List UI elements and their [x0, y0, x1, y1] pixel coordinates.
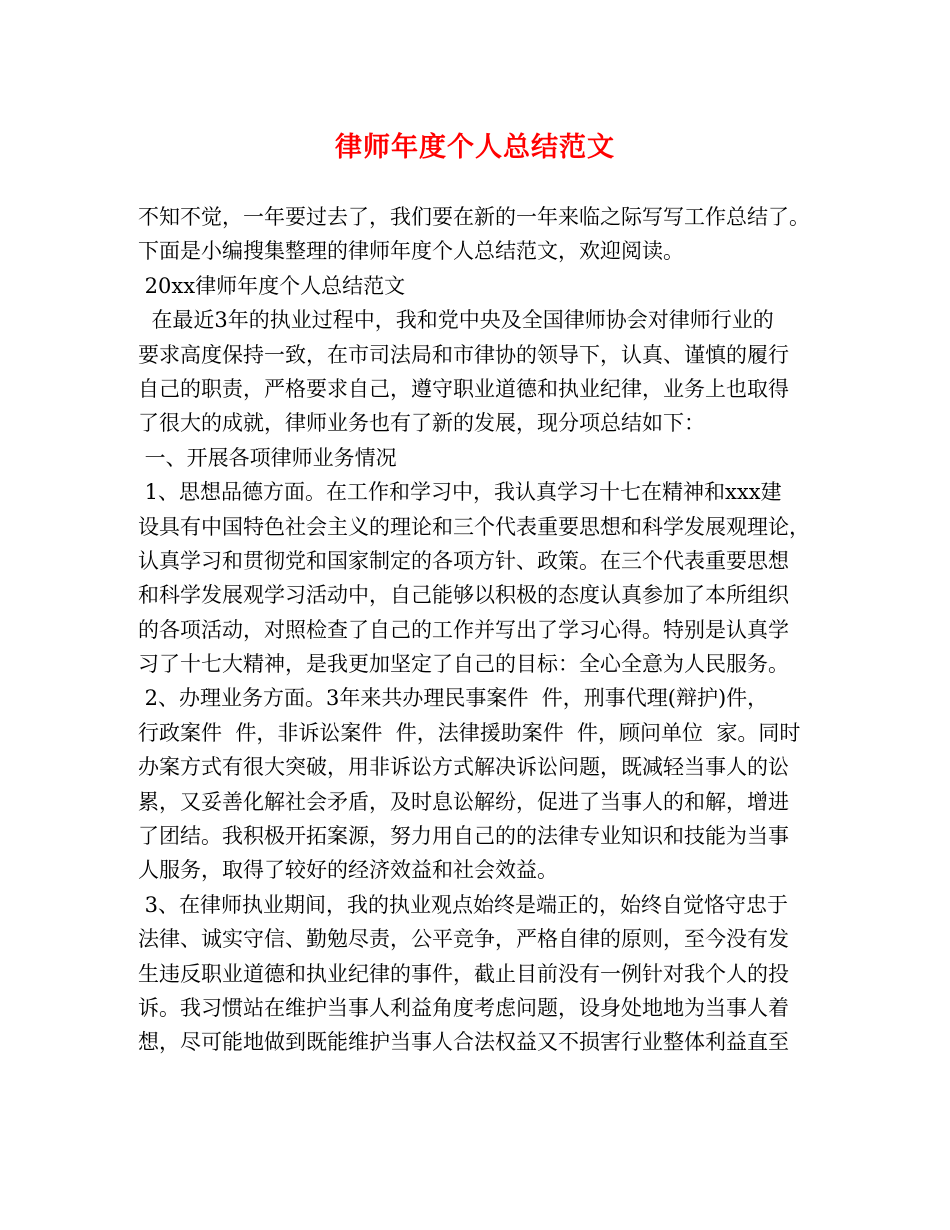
- body-line: 人服务，取得了较好的经济效益和社会效益。: [138, 858, 558, 883]
- body-line: 生违反职业道德和执业纪律的事件，截止目前没有一例针对我个人的投: [138, 961, 789, 986]
- body-line: 20xx律师年度个人总结范文: [138, 273, 406, 298]
- section-heading: 一、开展各项律师业务情况: [138, 445, 397, 470]
- body-line: 行政案件 件，非诉讼案件 件，法律援助案件 件，顾问单位 家。同时: [138, 720, 801, 745]
- body-line: 诉。我习惯站在维护当事人利益角度考虑问题，设身处地地为当事人着: [138, 995, 789, 1020]
- body-line: 设具有中国特色社会主义的理论和三个代表重要思想和科学发展观理论，: [138, 514, 810, 539]
- body-line: 1、思想品德方面。在工作和学习中，我认真学习十七在精神和xxx建: [138, 480, 782, 505]
- document-body: [138, 200, 828, 1060]
- body-line: 了团结。我积极开拓案源，努力用自己的的法律专业知识和技能为当事: [138, 824, 789, 849]
- body-line: 累，又妥善化解社会矛盾，及时息讼解纷，促进了当事人的和解，增进: [138, 789, 789, 814]
- body-line: 在最近3年的执业过程中，我和党中央及全国律师协会对律师行业的: [138, 308, 774, 333]
- body-line: 法律、诚实守信、勤勉尽责，公平竞争，严格自律的原则，至今没有发: [138, 927, 789, 952]
- body-line: 和科学发展观学习活动中，自己能够以积极的态度认真参加了本所组织: [138, 583, 789, 608]
- body-line: 习了十七大精神，是我更加坚定了自己的目标：全心全意为人民服务。: [138, 652, 789, 677]
- body-line: 认真学习和贯彻党和国家制定的各项方针、政策。在三个代表重要思想: [138, 548, 789, 573]
- body-line: 要求高度保持一致，在市司法局和市律协的领导下，认真、谨慎的履行: [138, 342, 789, 367]
- body-line: 了很大的成就，律师业务也有了新的发展，现分项总结如下：: [138, 411, 705, 436]
- body-line: 的各项活动，对照检查了自己的工作并写出了学习心得。特别是认真学: [138, 617, 789, 642]
- body-line: 3、在律师执业期间，我的执业观点始终是端正的，始终自觉恪守忠于: [138, 892, 789, 917]
- body-line: 自己的职责，严格要求自己，遵守职业道德和执业纪律，业务上也取得: [138, 376, 789, 401]
- body-line: 2、办理业务方面。3年来共办理民事案件 件，刑事代理(辩护)件，: [138, 686, 769, 711]
- body-line: 办案方式有很大突破，用非诉讼方式解决诉讼问题，既减轻当事人的讼: [138, 755, 789, 780]
- document-title: 律师年度个人总结范文: [335, 132, 615, 163]
- body-line: 下面是小编搜集整理的律师年度个人总结范文，欢迎阅读。: [138, 239, 684, 264]
- body-line: 想，尽可能地做到既能维护当事人合法权益又不损害行业整体利益直至: [138, 1030, 789, 1055]
- body-line: 不知不觉，一年要过去了，我们要在新的一年来临之际写写工作总结了。: [138, 205, 810, 229]
